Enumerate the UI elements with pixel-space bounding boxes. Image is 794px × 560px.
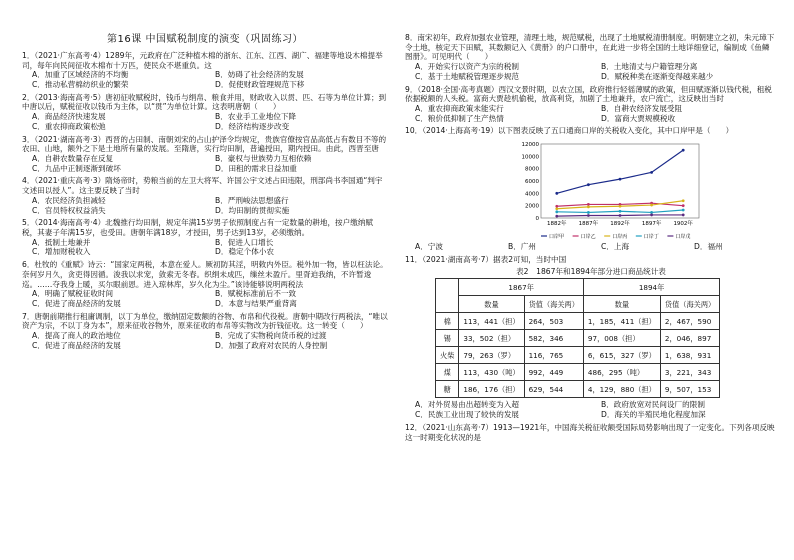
page-title: 第16课 中国赋税制度的演变（巩固练习） — [107, 34, 303, 45]
y-tick-label: 6000 — [525, 179, 539, 186]
option-D[interactable]: D．均田制的贯彻实施 — [215, 205, 290, 215]
option-D[interactable]: D．富商大贾规模税收 — [601, 113, 676, 123]
question-R12 — [405, 423, 777, 442]
series-point — [619, 205, 622, 208]
legend-label: 口岸戊 — [675, 234, 691, 241]
option-A[interactable]: A．加重了区域经济的不均衡 — [32, 70, 129, 80]
table-cell: 113，441（担） — [459, 313, 524, 330]
option-A[interactable]: A．提高了商人的政治地位 — [32, 331, 121, 341]
question-L5 — [22, 218, 388, 257]
series-point — [650, 211, 653, 214]
table-cell: 116，765 — [524, 347, 583, 364]
option-C[interactable]: C．增加财税收入 — [32, 247, 91, 257]
row-label: 锡 — [436, 330, 459, 347]
option-B[interactable]: B．严刑峻法思想盛行 — [215, 195, 289, 205]
x-tick-label: 1897年 — [641, 221, 662, 228]
question-text: 10．（2014·上海高考·19）以下图表反映了五口通商口岸的关税收入变化，其中口岸甲是（ ） — [405, 126, 734, 136]
option-B[interactable]: B．完成了实物税向货币税的过渡 — [215, 331, 327, 341]
table-cell: 582，346 — [524, 330, 583, 347]
question-R8 — [405, 33, 777, 82]
series-point — [555, 208, 558, 211]
option-D[interactable]: D．赋税种类在逐渐变得越来越少 — [601, 71, 714, 81]
option-B[interactable]: B．促进人口增长 — [215, 237, 274, 247]
series-point — [619, 214, 622, 217]
option-B[interactable]: B．土地清丈与户籍管理分离 — [601, 62, 698, 72]
option-A[interactable]: A．重农抑商政策未能实行 — [415, 104, 504, 114]
table-cell: 79，263（罗） — [459, 347, 524, 364]
tariff-line-chart — [505, 136, 705, 242]
question-R9 — [405, 85, 777, 124]
x-tick-label: 1882年 — [547, 221, 567, 228]
option-A[interactable]: A．自耕农数量存在反复 — [32, 153, 114, 163]
y-tick-label: 10000 — [521, 154, 539, 161]
right-column — [405, 30, 777, 443]
right-question-list — [405, 33, 777, 442]
table-cell: 264，503 — [524, 313, 583, 330]
option-list — [405, 62, 777, 81]
question-text: 1．（2021·广东高考·4）1289年，元政府在广泛种植木棉的浙东、江东、江西、湖广、福建等地设木棉提举司，每年向民间征收木棉布十万匹，使民众不堪重负。这 — [22, 50, 383, 70]
table-cell: 1，185，411（担） — [583, 313, 660, 330]
y-tick-label: 4000 — [525, 191, 539, 198]
option-B[interactable]: B．广州 — [508, 242, 536, 252]
row-label: 糖 — [436, 381, 459, 398]
option-D[interactable]: D．福州 — [694, 242, 723, 252]
option-list — [22, 289, 388, 308]
series-point — [555, 211, 558, 214]
question-text: 8．南宋初年，政府加强农业管理，清理土地，规范赋税，出现了土地赋税清册制度。明朝建立之初，朱元璋下令土地，核定天下田赋，其数额记入《黄册》的户口册中，在此进一步将全国的土地详细登记，编制成《鱼鳞图册》。可见明代（ ） — [405, 33, 775, 62]
option-list — [22, 112, 388, 131]
table-cell: 2，467，590 — [660, 313, 719, 330]
series-point — [682, 209, 685, 212]
series-point — [682, 149, 685, 152]
table-cell: 1，638，931 — [660, 347, 719, 364]
option-B[interactable]: B．政府放宽对民间设厂的限制 — [601, 400, 705, 410]
table-cell: 9，507，153 — [660, 381, 719, 398]
option-C[interactable]: C．重农抑商政策松弛 — [32, 121, 106, 131]
year-header: 1894年 — [583, 279, 719, 296]
y-tick-label: 12000 — [521, 142, 539, 149]
option-A[interactable]: A．农民经济负担减轻 — [32, 195, 106, 205]
option-list — [22, 238, 388, 257]
option-D[interactable]: D．田租的需求日益加重 — [215, 163, 297, 173]
option-A[interactable]: A．商品经济快速发展 — [32, 112, 106, 122]
series-point — [587, 183, 590, 186]
option-A[interactable]: A．抵制土地兼并 — [32, 237, 91, 247]
series-point — [555, 205, 558, 208]
column-header: 货值（海关两） — [524, 296, 583, 313]
question-text: 4．（2021·重庆高考·3）隋炀帝时，势粮当前的左卫大将军、许国公宇文述占田违限，刑部尚书李国通“判宇文述田以授人”。这主要反映了当时 — [22, 176, 383, 196]
left-question-list — [22, 51, 388, 351]
column-header: 货值（海关两） — [660, 296, 719, 313]
y-tick-label: 0 — [535, 216, 539, 223]
series-point — [587, 203, 590, 206]
question-text: 7．唐朝前期推行租庸调制，以丁为单位，缴纳固定数额的谷物、布帛和代役税。唐朝中期改行两税法，“唯以资产为宗，不以丁身为本”，原来征收谷物外，原来征收的布帛等实物改为折钱征收。这一转变（ ） — [22, 311, 388, 331]
table-caption: 表2 1867年和1894年部分进口商品统计表 — [516, 266, 666, 276]
year-header: 1867年 — [459, 279, 584, 296]
option-D[interactable]: D．经济结构逐步改变 — [215, 121, 290, 131]
table-row — [436, 381, 720, 398]
option-A[interactable]: A．宁波 — [415, 242, 443, 252]
series-point — [650, 204, 653, 207]
series-point — [619, 210, 622, 213]
option-C[interactable]: C．促进了商品经济的发展 — [32, 340, 121, 350]
option-B[interactable]: B．自耕农经济发展受阻 — [601, 104, 683, 114]
table-row — [436, 330, 720, 347]
option-D[interactable]: D．本意与结果严重背离 — [215, 299, 297, 309]
option-C[interactable]: C．促进了商品经济的发展 — [32, 299, 121, 309]
series-point — [682, 204, 685, 207]
table-cell: 4，129，880（担） — [583, 381, 660, 398]
table-row — [436, 313, 720, 330]
row-label: 煤 — [436, 364, 459, 381]
column-header: 数量 — [459, 296, 524, 313]
option-B[interactable]: B．妨碍了社会经济的发展 — [215, 70, 304, 80]
series-point — [682, 200, 685, 203]
question-text: 11．（2021·湖南高考·7）据表2可知，当时中国 — [405, 254, 567, 264]
option-A[interactable]: A．开始实行以资产为宗的税制 — [415, 62, 519, 72]
left-column — [22, 0, 388, 352]
table-row — [436, 347, 720, 364]
option-B[interactable]: B．赋税标准前后不一致 — [215, 289, 297, 299]
series-point — [555, 192, 558, 195]
legend-label: 口岸丁 — [643, 234, 659, 241]
question-text: 6．杜牧的《重赋》诗云：“国家定两税，本意在爱人。厥初防其淫，明敕内外臣。税外加一物，皆以枉法论。奈何岁月久，贪吏得因循。浚我以求宠，敛索无冬春。织绢未成匹，缫丝未盈斤。里胥迫我纳，不许暂逡巡。……夺我身上暖，买尔眼前恩。进入琼林库，岁久化为尘。”该诗能够说明两税法 — [22, 260, 388, 289]
option-C[interactable]: C．上海 — [601, 242, 630, 252]
question-text: 12．（2021·山东高考·7）1913—1921年，中国海关税征收额受国际局势影响出现了一定变化。下列各项反映这一时期变化状况的是 — [405, 422, 775, 442]
option-D[interactable]: D．海关的半殖民地化程度加深 — [601, 410, 706, 420]
option-C[interactable]: C．九品中正制逐渐到破坏 — [32, 163, 121, 173]
question-text: 2．（2013·海南高考·5）唐初征收赋税时，钱币与绢帛、粮食并用，财政收入以贯、匹、石等为单位计算；到中唐以后，赋税征收以钱币为主体，以“贯”为单位计算。这表明唐朝（ ） — [22, 92, 387, 112]
series-point — [650, 171, 653, 174]
corner-cell — [436, 279, 459, 313]
x-tick-label: 1892年 — [610, 221, 630, 228]
x-tick-label: 1887年 — [578, 221, 599, 228]
question-L4 — [22, 176, 388, 215]
table-cell: 2，046，897 — [660, 330, 719, 347]
legend-label: 口岸乙 — [580, 234, 596, 241]
option-list — [405, 104, 777, 123]
series-point — [650, 214, 653, 217]
option-list — [405, 400, 777, 419]
legend-label: 口岸甲 — [549, 234, 565, 241]
option-D[interactable]: D．稳定个体小农 — [215, 247, 275, 257]
option-list — [22, 154, 388, 173]
option-B[interactable]: B．农业手工业地位下降 — [215, 112, 297, 122]
series-point — [587, 214, 590, 217]
table-cell: 3，221，343 — [660, 364, 719, 381]
table-cell: 992，449 — [524, 364, 583, 381]
series-point — [587, 211, 590, 214]
question-text: 9．（2018·全国·高考真题）西汉文景时期，以农立国，政府推行轻徭薄赋的政策，但田赋逐渐以钱代税，租税依据税额的人头税。富商大贾趁机偷税，放高利贷，加剧了土地兼并，农户流亡，这反映出当时 — [405, 84, 772, 104]
option-list — [22, 70, 388, 89]
question-L7 — [22, 312, 388, 351]
option-A[interactable]: A．明确了赋税征收时间 — [32, 289, 114, 299]
y-tick-label: 8000 — [525, 166, 539, 173]
option-B[interactable]: B．豪权与世族势力互相依赖 — [215, 153, 312, 163]
series-point — [587, 206, 590, 209]
option-list — [22, 196, 388, 215]
question-text: 3．（2021·湖南高考·3）西晋的占田制、南朝刘宋的占山护泽令均规定，贵族官僚按官品高低占有数目不等的农田、山地，额外之下是土地所有量的发展。至隋唐，实行均田制，普遍授田，期内授田。由此，西晋至唐 — [22, 134, 387, 154]
option-C[interactable]: C．推动私营棉纺织业的繁荣 — [32, 79, 129, 89]
row-label: 火柴 — [436, 347, 459, 364]
question-text: 5．（2014·海南高考·4）北魏推行均田制，规定年满15岁男子依照制度占有一定数量的耕地，按户缴纳赋税，其妻子年满15岁，也受田。唐朝年满18岁，才授田，男子达到13岁，必须缴纳。 — [22, 218, 374, 238]
question-R11 — [405, 255, 777, 420]
import-stats-table — [435, 278, 720, 398]
table-row — [436, 364, 720, 381]
option-D[interactable]: D．加强了政府对农民的人身控制 — [215, 340, 328, 350]
table-cell: 113，430（吨） — [459, 364, 524, 381]
option-C[interactable]: C．官员特权权益消失 — [32, 205, 106, 215]
question-L2 — [22, 93, 388, 132]
option-C[interactable]: C．粮价低抑制了生产热情 — [415, 113, 504, 123]
option-list — [22, 331, 388, 350]
option-D[interactable]: D．促使财政管理规范下移 — [215, 79, 305, 89]
legend-label: 口岸丙 — [612, 234, 628, 241]
x-tick-label: 1902年 — [673, 221, 693, 228]
option-C[interactable]: C．民族工业出现了较快的发展 — [415, 410, 520, 420]
option-C[interactable]: C．基于土地赋税管理逐步规范 — [415, 71, 520, 81]
option-A[interactable]: A．对外贸易由出超转变为入超 — [415, 400, 519, 410]
series-line-0 — [557, 150, 683, 193]
series-point — [555, 215, 558, 218]
y-tick-label: 2000 — [525, 203, 539, 210]
question-L6 — [22, 260, 388, 309]
table-cell: 33，502（担） — [459, 330, 524, 347]
table-cell: 97，008（担） — [583, 330, 660, 347]
series-point — [619, 178, 622, 181]
question-L3 — [22, 135, 388, 174]
question-R10 — [405, 126, 777, 251]
table-cell: 186，176（担） — [459, 381, 524, 398]
row-label: 棉 — [436, 313, 459, 330]
table-cell: 6，615，327（罗） — [583, 347, 660, 364]
option-list — [405, 242, 777, 252]
table-cell: 486，295（吨） — [583, 364, 660, 381]
table-cell: 629，544 — [524, 381, 583, 398]
column-header: 数量 — [583, 296, 660, 313]
series-point — [682, 214, 685, 217]
question-L1 — [22, 51, 388, 90]
